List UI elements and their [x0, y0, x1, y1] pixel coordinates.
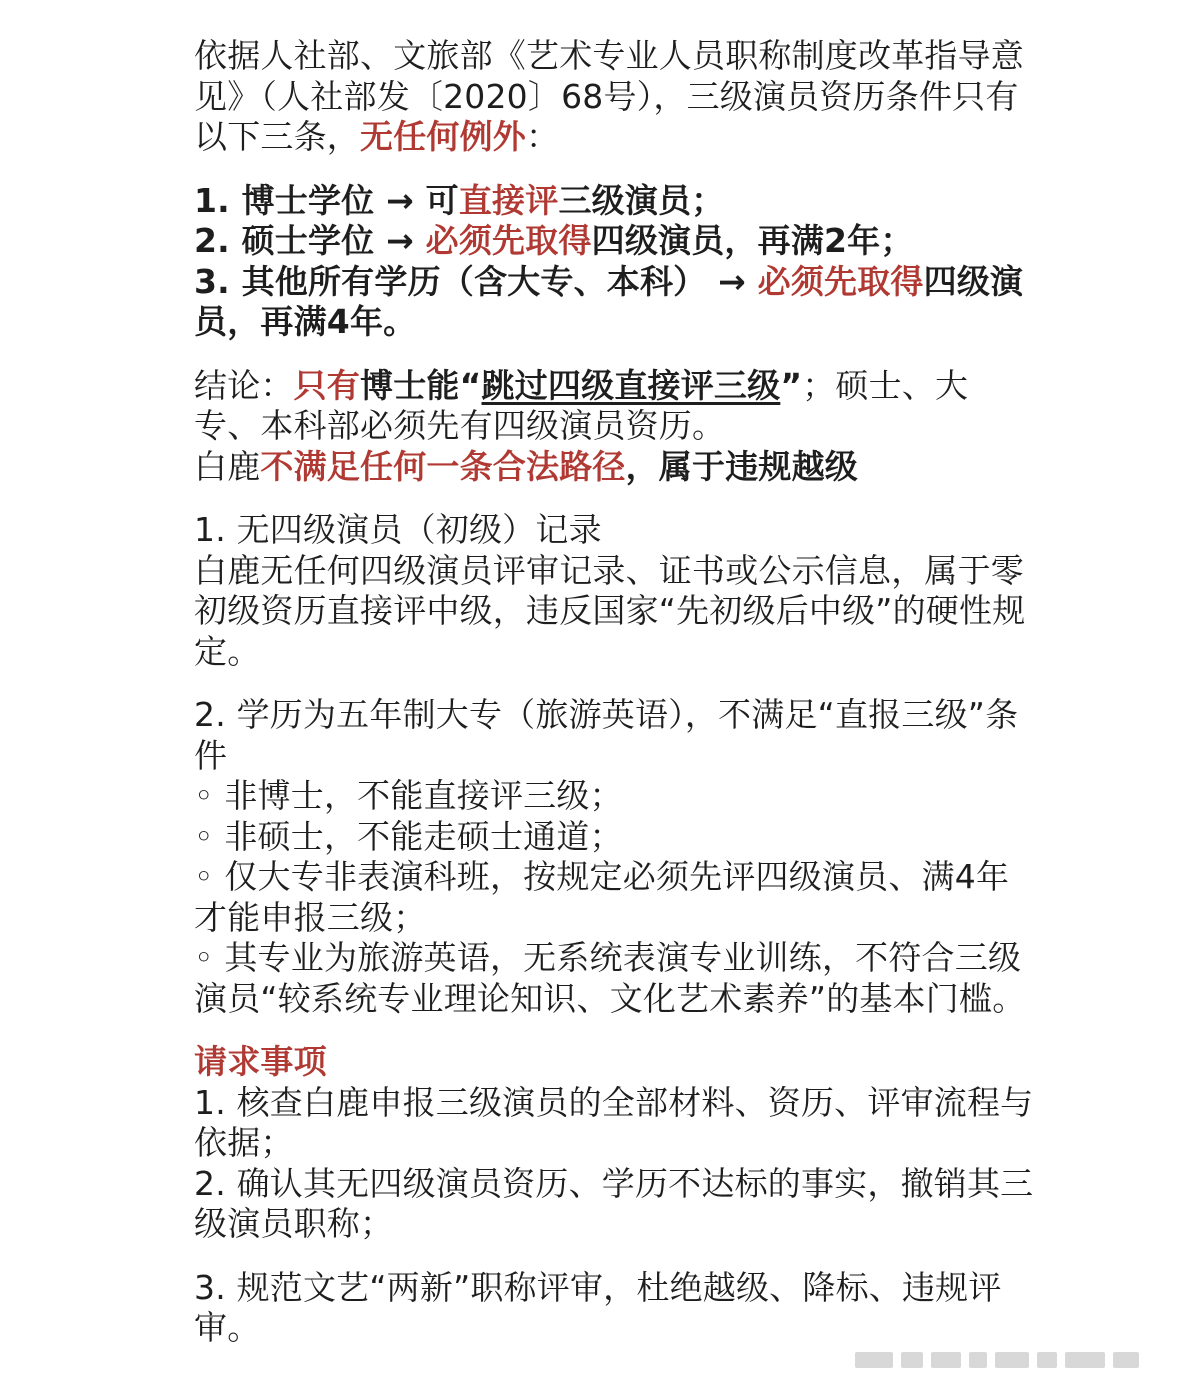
- rules-list: [194, 181, 1034, 343]
- conclusion-label: 结论：: [194, 365, 294, 405]
- conclusion-rest: ；硕士、大专、本科部必须先有四级演员资历。: [194, 365, 969, 445]
- intro-paragraph: [194, 36, 1034, 158]
- point-one-title: 1. 无四级演员（初级）记录: [194, 510, 602, 549]
- skip-level-underlined: 跳过四级直接评三级: [481, 365, 781, 405]
- document-body: [194, 36, 1034, 1349]
- bullet-item: ◦ 非博士，不能直接评三级；: [194, 776, 623, 815]
- rule-item: [194, 181, 1034, 222]
- rule-suffix: 四级演员，再满4年。: [194, 261, 1024, 341]
- conclusion-block: [194, 366, 1034, 488]
- rule-prefix: 2. 硕士学位 →: [194, 221, 426, 260]
- rule-prefix: 3. 其他所有学历（含大专、本科） →: [194, 261, 758, 301]
- verdict-paragraph: [194, 447, 1034, 488]
- no-exception-highlight: 无任何例外: [360, 117, 526, 156]
- verdict-subject: 白鹿: [194, 446, 261, 486]
- bullet-item: ◦ 其专业为旅游英语，无系统表演专业训练，不符合三级演员“较系统专业理论知识、文化艺术素养”的基本门槛。: [194, 938, 1026, 1018]
- point-one-block: [194, 510, 1034, 672]
- request-item-last: 3. 规范文艺“两新”职称评审，杜绝越级、降标、违规评审。: [194, 1267, 1002, 1347]
- rule-suffix: 四级演员，再满2年；: [591, 221, 914, 260]
- rule-item: [194, 221, 1034, 262]
- point-two-title: 2. 学历为五年制大专（旅游英语），不满足“直报三级”条件: [194, 695, 1019, 775]
- point-two-block: [194, 695, 1034, 1019]
- bullet-item: ◦ 非硕士，不能走硕士通道；: [194, 816, 623, 856]
- only-highlight: 只有: [293, 365, 361, 405]
- verdict-highlight: 不满足任何一条合法路径: [260, 446, 626, 486]
- watermark-strip: [855, 1352, 1155, 1368]
- conclusion-bold-close: ”: [780, 365, 803, 405]
- rule-item: [194, 262, 1034, 343]
- rule-suffix: 三级演员；: [558, 180, 725, 220]
- bullet-item: ◦ 仅大专非表演科班，按规定必须先评四级演员、满4年才能申报三级；: [194, 857, 1010, 937]
- request-item: 2. 确认其无四级演员资历、学历不达标的事实，撤销其三级演员职称；: [194, 1163, 1034, 1243]
- conclusion-bold: 博士能“: [360, 365, 482, 405]
- conclusion-paragraph: [194, 366, 1034, 447]
- intro-end: ：: [526, 117, 560, 156]
- rule-highlight: 必须先取得: [425, 221, 592, 260]
- intro-text: 依据人社部、文旅部《艺术专业人员职称制度改革指导意见》（人社部发〔2020〕68号），三级演员资历条件只有以下三条，: [194, 36, 1024, 156]
- requests-block: [194, 1042, 1034, 1245]
- point-one-body: 白鹿无任何四级演员评审记录、证书或公示信息，属于零初级资历直接评中级，违反国家“先初级后中级”的硬性规定。: [194, 550, 1026, 671]
- rule-prefix: 1. 博士学位 → 可: [194, 180, 459, 220]
- requests-heading: 请求事项: [194, 1042, 327, 1081]
- rule-highlight: 直接评: [458, 180, 559, 220]
- request-item: 1. 核查白鹿申报三级演员的全部材料、资历、评审流程与依据；: [194, 1082, 1034, 1162]
- rule-highlight: 必须先取得: [757, 261, 924, 301]
- verdict-rest: ，属于违规越级: [625, 446, 859, 486]
